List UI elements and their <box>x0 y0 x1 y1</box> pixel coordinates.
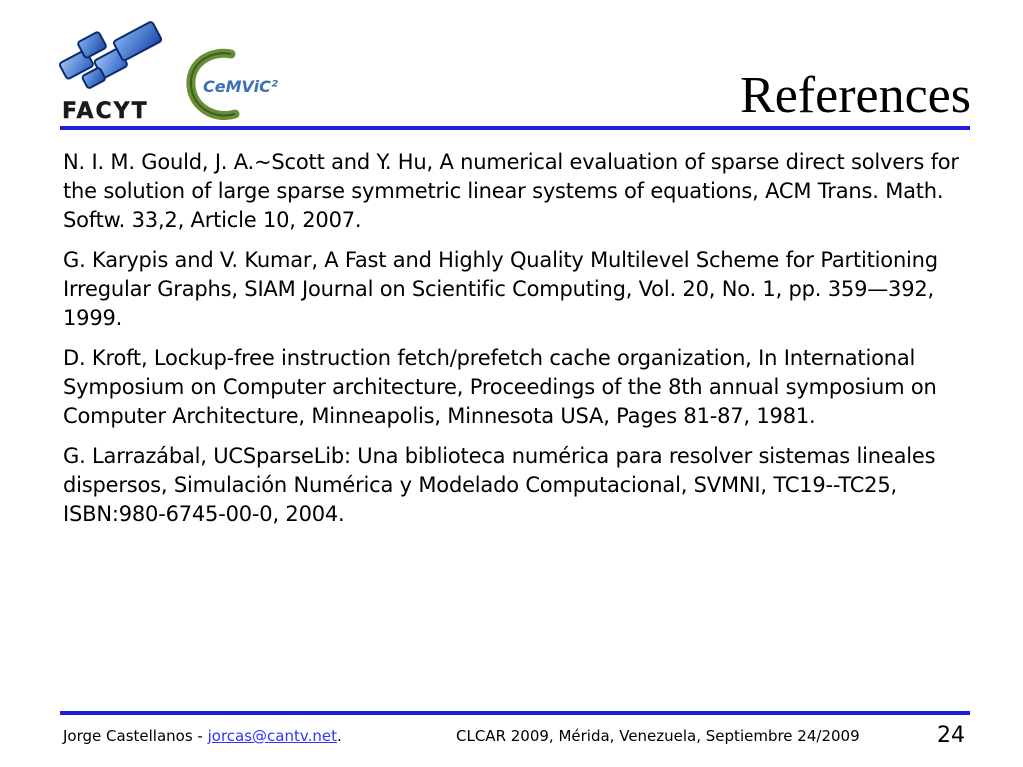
footer-divider <box>60 711 970 715</box>
reference-item: G. Larrazábal, UCSparseLib: Una biblioteca numérica para resolver sistemas lineales dispersos, Simulación Numérica y Modelado Computacional, SVMNI, TC19--TC25, ISBN:980-6745-00-0, 2004. <box>63 444 936 526</box>
cemvic-logo <box>185 48 278 124</box>
reference-item: D. Kroft, Lockup-free instruction fetch/prefetch cache organization, In International Symposium on Computer architecture, Proceedings of the 8th annual symposium on Computer Architecture, Minneapolis, Minnesota USA, Pages 81-87, 1981. <box>63 346 937 428</box>
footer-author-period: . <box>336 727 342 745</box>
footer-author <box>63 726 342 746</box>
facyt-logo-text: FACYT <box>62 99 149 124</box>
page-number: 24 <box>937 723 965 748</box>
slide-title: References <box>740 67 971 124</box>
cemvic-logo-text: CeMViC² <box>203 77 278 96</box>
footer-author-name: Jorge Castellanos - <box>63 727 208 745</box>
facyt-logo <box>58 14 178 126</box>
email-link[interactable]: jorcas@cantv.net <box>207 727 337 745</box>
header-divider <box>60 126 970 130</box>
footer-event: CLCAR 2009, Mérida, Venezuela, Septiembre 24/2009 <box>456 727 860 745</box>
reference-list <box>63 148 963 540</box>
reference-item: N. I. M. Gould, J. A.~Scott and Y. Hu, A numerical evaluation of sparse direct solvers for the solution of large sparse symmetric linear systems of equations, ACM Trans. Math. Softw. 33,2, Article 10, 2007. <box>63 150 959 232</box>
reference-item: G. Karypis and V. Kumar, A Fast and Highly Quality Multilevel Scheme for Partitioning Irregular Graphs, SIAM Journal on Scientific Computing, Vol. 20, No. 1, pp. 359—392, 1999. <box>63 248 938 330</box>
